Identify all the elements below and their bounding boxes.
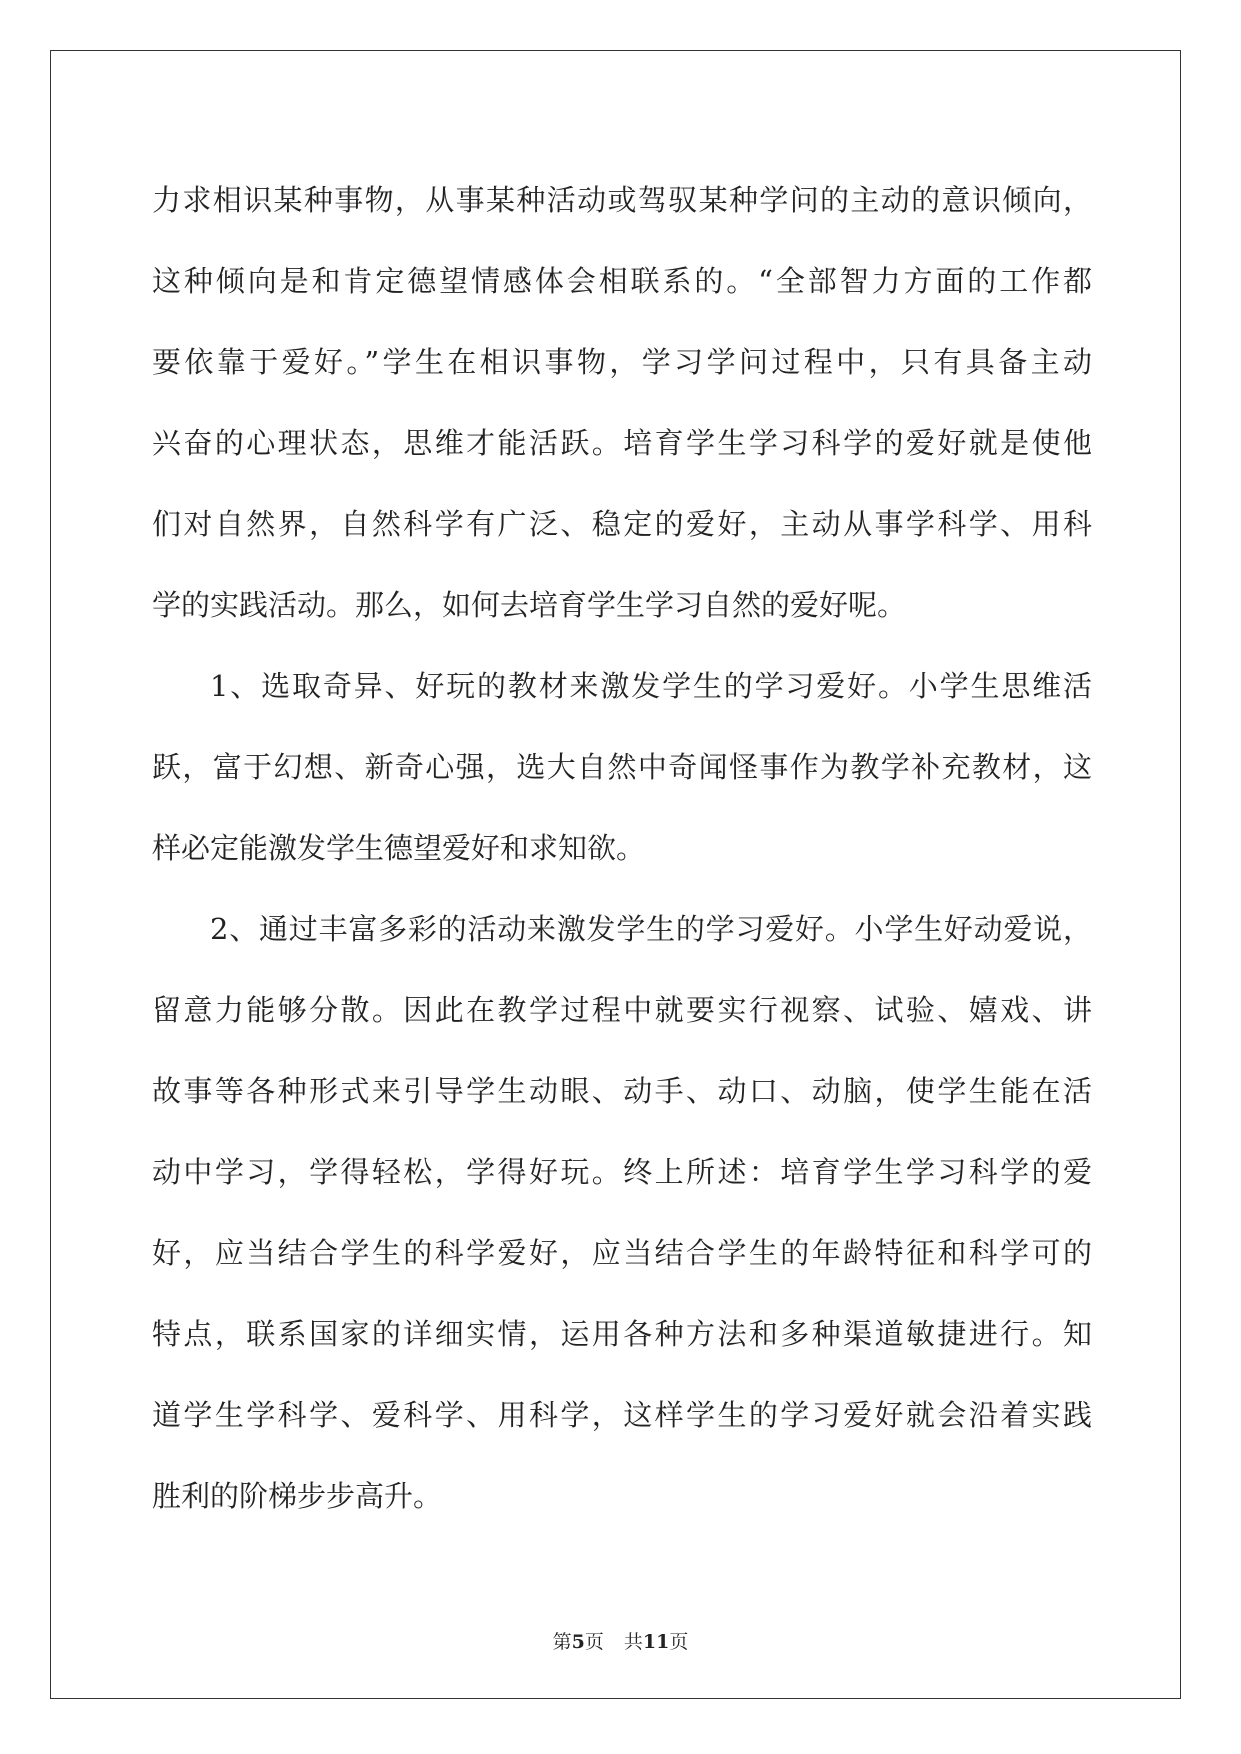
text-line: 这种倾向是和肯定德望情感体会相联系的。“全部智力方面的工作都	[152, 264, 1092, 298]
document-body	[152, 160, 1092, 1537]
text-line: 1、选取奇异、好玩的教材来激发学生的学习爱好。小学生思维活	[210, 669, 1092, 703]
text-line: 兴奋的心理状态，思维才能活跃。培育学生学习科学的爱好就是使他	[152, 426, 1092, 460]
text-line: 胜利的阶梯步步高升。	[152, 1479, 443, 1513]
footer-page-unit: 页	[584, 1631, 604, 1653]
text-line: 要依靠于爱好。”学生在相识事物，学习学问过程中，只有具备主动	[152, 345, 1092, 379]
footer-prefix: 第	[552, 1631, 572, 1653]
text-line: 们对自然界，自然科学有广泛、稳定的爱好，主动从事学科学、用科	[152, 507, 1092, 541]
text-line: 特点，联系国家的详细实情，运用各种方法和多种渠道敏捷进行。知	[152, 1317, 1092, 1351]
footer-total-prefix: 共	[623, 1631, 643, 1653]
text-line: 跃，富于幻想、新奇心强，选大自然中奇闻怪事作为教学补充教材，这	[152, 750, 1092, 784]
page-footer	[0, 1627, 1241, 1654]
text-line: 动中学习，学得轻松，学得好玩。终上所述：培育学生学习科学的爱	[152, 1155, 1092, 1189]
text-line: 学的实践活动。那么，如何去培育学生学习自然的爱好呢。	[152, 588, 907, 622]
text-line: 样必定能激发学生德望爱好和求知欲。	[152, 831, 646, 865]
text-line: 道学生学科学、爱科学、用科学，这样学生的学习爱好就会沿着实践	[152, 1398, 1092, 1432]
text-line: 留意力能够分散。因此在教学过程中就要实行视察、试验、嬉戏、讲	[152, 993, 1092, 1027]
text-line: 力求相识某种事物，从事某种活动或驾驭某种学问的主动的意识倾向，	[152, 183, 1092, 217]
text-line: 2、通过丰富多彩的活动来激发学生的学习爱好。小学生好动爱说，	[210, 912, 1092, 946]
current-page-number: 5	[571, 1631, 585, 1653]
text-line: 好，应当结合学生的科学爱好，应当结合学生的年龄特征和科学可的	[152, 1236, 1092, 1270]
text-line: 故事等各种形式来引导学生动眼、动手、动口、动脑，使学生能在活	[152, 1074, 1092, 1108]
footer-total-unit: 页	[669, 1631, 689, 1653]
total-page-count: 11	[642, 1631, 670, 1653]
